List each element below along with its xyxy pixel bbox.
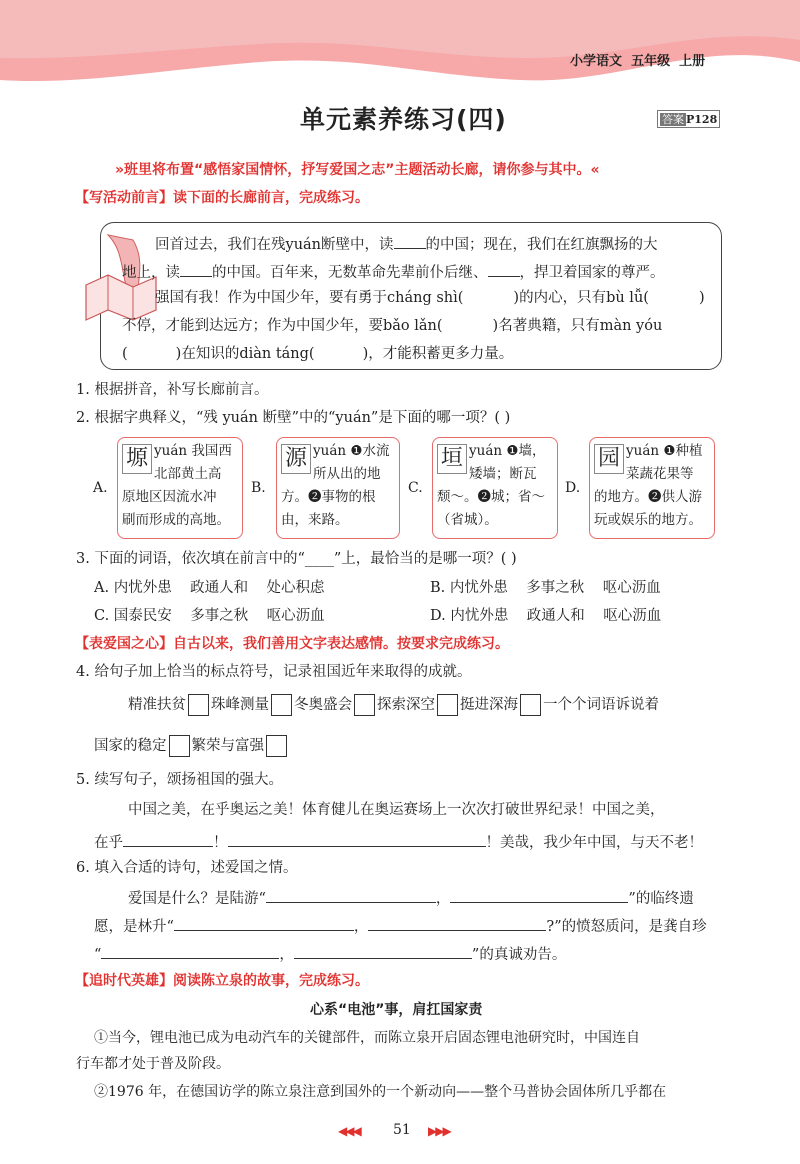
- question-4: 4. 给句子加上恰当的标点符号，记录祖国近年来取得的成就。: [76, 664, 472, 680]
- option-c-card[interactable]: 垣 yuán ❶墙， 矮墙；断瓦 颓～。❷城；省～ （省城）。: [432, 437, 558, 539]
- question-2: 2. 根据字典释义，“残 yuán 断壁”中的“yuán”是下面的哪一项？( ): [76, 410, 511, 426]
- punct-box-1[interactable]: [188, 694, 209, 716]
- story-p2-line1: ②1976 年，在德国访学的陈立泉注意到国外的一个新动向——整个马普协会固体所几乎都在: [94, 1084, 667, 1100]
- q6-blank-2[interactable]: [450, 886, 628, 903]
- q6-blank-5[interactable]: [101, 942, 279, 959]
- q4-line1: 精准扶贫 珠峰测量 冬奥盛会 探索深空 挺进深海 一个个词语诉说着: [128, 694, 659, 716]
- preface-line4: 不停，才能到达远方；作为中国少年，要bǎo lǎn( )名著典籍，只有màn yóu: [122, 318, 663, 334]
- section1-heading: 【写活动前言】读下面的长廊前言，完成练习。: [75, 190, 369, 206]
- punct-box-4[interactable]: [437, 694, 458, 716]
- q6-blank-4[interactable]: [368, 914, 546, 931]
- page-title: 单元素养练习(四): [300, 105, 507, 134]
- q6-line3: “ ， ”的真诚劝告。: [94, 942, 566, 965]
- punct-box-2[interactable]: [271, 694, 292, 716]
- q6-blank-1[interactable]: [266, 886, 436, 903]
- q5-blank-2[interactable]: [228, 830, 486, 847]
- question-6: 6. 填入合适的诗句，述爱国之情。: [76, 860, 298, 876]
- story-p1-line1: ①当今，锂电池已成为电动汽车的关键部件，而陈立泉开启固态锂电池研究时，中国连自: [94, 1030, 640, 1046]
- q3-option-b[interactable]: B. 内忧外患 多事之秋 呕心沥血: [430, 580, 661, 596]
- option-a-card[interactable]: 塬 yuán 我国西 北部黄土高 原地区因流水冲 刷而形成的高地。: [117, 437, 243, 539]
- page-prev-arrows-icon: ◀◀◀: [338, 1124, 360, 1138]
- option-a-label: A.: [93, 480, 108, 496]
- q6-line2: 愿，是林升“ ， ?”的愤怒质问，是龚自珍: [94, 914, 707, 937]
- page-number: 51: [393, 1122, 411, 1138]
- q5-blank-1[interactable]: [123, 830, 213, 847]
- punct-box-6[interactable]: [169, 735, 190, 757]
- q6-blank-3[interactable]: [174, 914, 354, 931]
- q5-line1: 中国之美，在乎奥运之美！体育健儿在奥运赛场上一次次打破世界纪录！中国之美，: [128, 802, 665, 818]
- option-b-card[interactable]: 源 yuán ❶水流 所从出的地 方。❷事物的根 由，来路。: [276, 437, 400, 539]
- option-a-char: 塬: [122, 444, 152, 474]
- q6-blank-6[interactable]: [294, 942, 472, 959]
- header-book-info: 小学语文 五年级 上册: [570, 54, 706, 69]
- q4-line2: 国家的稳定 繁荣与富强: [94, 735, 289, 757]
- page-next-arrows-icon: ▶▶▶: [428, 1124, 450, 1138]
- preface-line1: 回首过去，我们在残yuán断壁中，读 的中国；现在，我们在红旗飘扬的大: [155, 232, 658, 255]
- q3-option-c[interactable]: C. 国泰民安 多事之秋 呕心沥血: [94, 608, 325, 624]
- question-5: 5. 续写句子，颂扬祖国的强大。: [76, 772, 283, 788]
- preface-line3: 强国有我！作为中国少年，要有勇于cháng shì( )的内心，只有bù lǚ( ): [155, 290, 705, 306]
- option-c-label: C.: [408, 480, 423, 496]
- intro-arrow-left-icon: »: [115, 162, 125, 178]
- story-p1-line2: 行车都才处于普及阶段。: [76, 1056, 230, 1072]
- header-wave: [0, 0, 800, 100]
- section2-heading: 【表爱国之心】自古以来，我们善用文字表达感情。按要求完成练习。: [75, 636, 509, 652]
- preface-line5: ( )在知识的diàn táng( )，才能积蓄更多力量。: [122, 346, 514, 362]
- option-d-label: D.: [565, 480, 581, 496]
- punct-box-3[interactable]: [354, 694, 375, 716]
- section3-heading: 【追时代英雄】阅读陈立泉的故事，完成练习。: [75, 973, 369, 989]
- q3-option-d[interactable]: D. 内忧外患 政通人和 呕心沥血: [430, 608, 662, 624]
- option-c-char: 垣: [437, 444, 467, 474]
- preface-line2: 地上，读 的中国。百年来，无数革命先辈前仆后继、 ，捍卫着国家的尊严。: [122, 260, 665, 283]
- story-title: 心系“电池”事，肩扛国家责: [310, 1002, 483, 1018]
- q6-line1: 爱国是什么？是陆游“ ， ”的临终遗: [128, 886, 694, 909]
- punct-box-5[interactable]: [520, 694, 541, 716]
- option-d-char: 园: [594, 444, 624, 474]
- answer-tag: 答案 P128: [657, 110, 720, 128]
- punct-box-7[interactable]: [266, 735, 287, 757]
- question-1: 1. 根据拼音，补写长廊前言。: [76, 382, 269, 398]
- q3-option-a[interactable]: A. 内忧外患 政通人和 处心积虑: [94, 580, 325, 596]
- intro-banner: »班里将布置“感悟家国情怀，抒写爱国之志”主题活动长廊，请你参与其中。«: [115, 162, 600, 178]
- option-d-card[interactable]: 园 yuán ❶种植 菜蔬花果等 的地方。❷供人游 玩或娱乐的地方。: [589, 437, 715, 539]
- option-b-label: B.: [251, 480, 266, 496]
- q5-line2: 在乎 ！ ！美哉，我少年中国，与天不老！: [94, 830, 703, 853]
- question-3: 3. 下面的词语，依次填在前言中的“____”上，最恰当的是哪一项？( ): [76, 551, 517, 567]
- option-b-char: 源: [281, 444, 311, 474]
- intro-arrow-right-icon: «: [590, 162, 600, 178]
